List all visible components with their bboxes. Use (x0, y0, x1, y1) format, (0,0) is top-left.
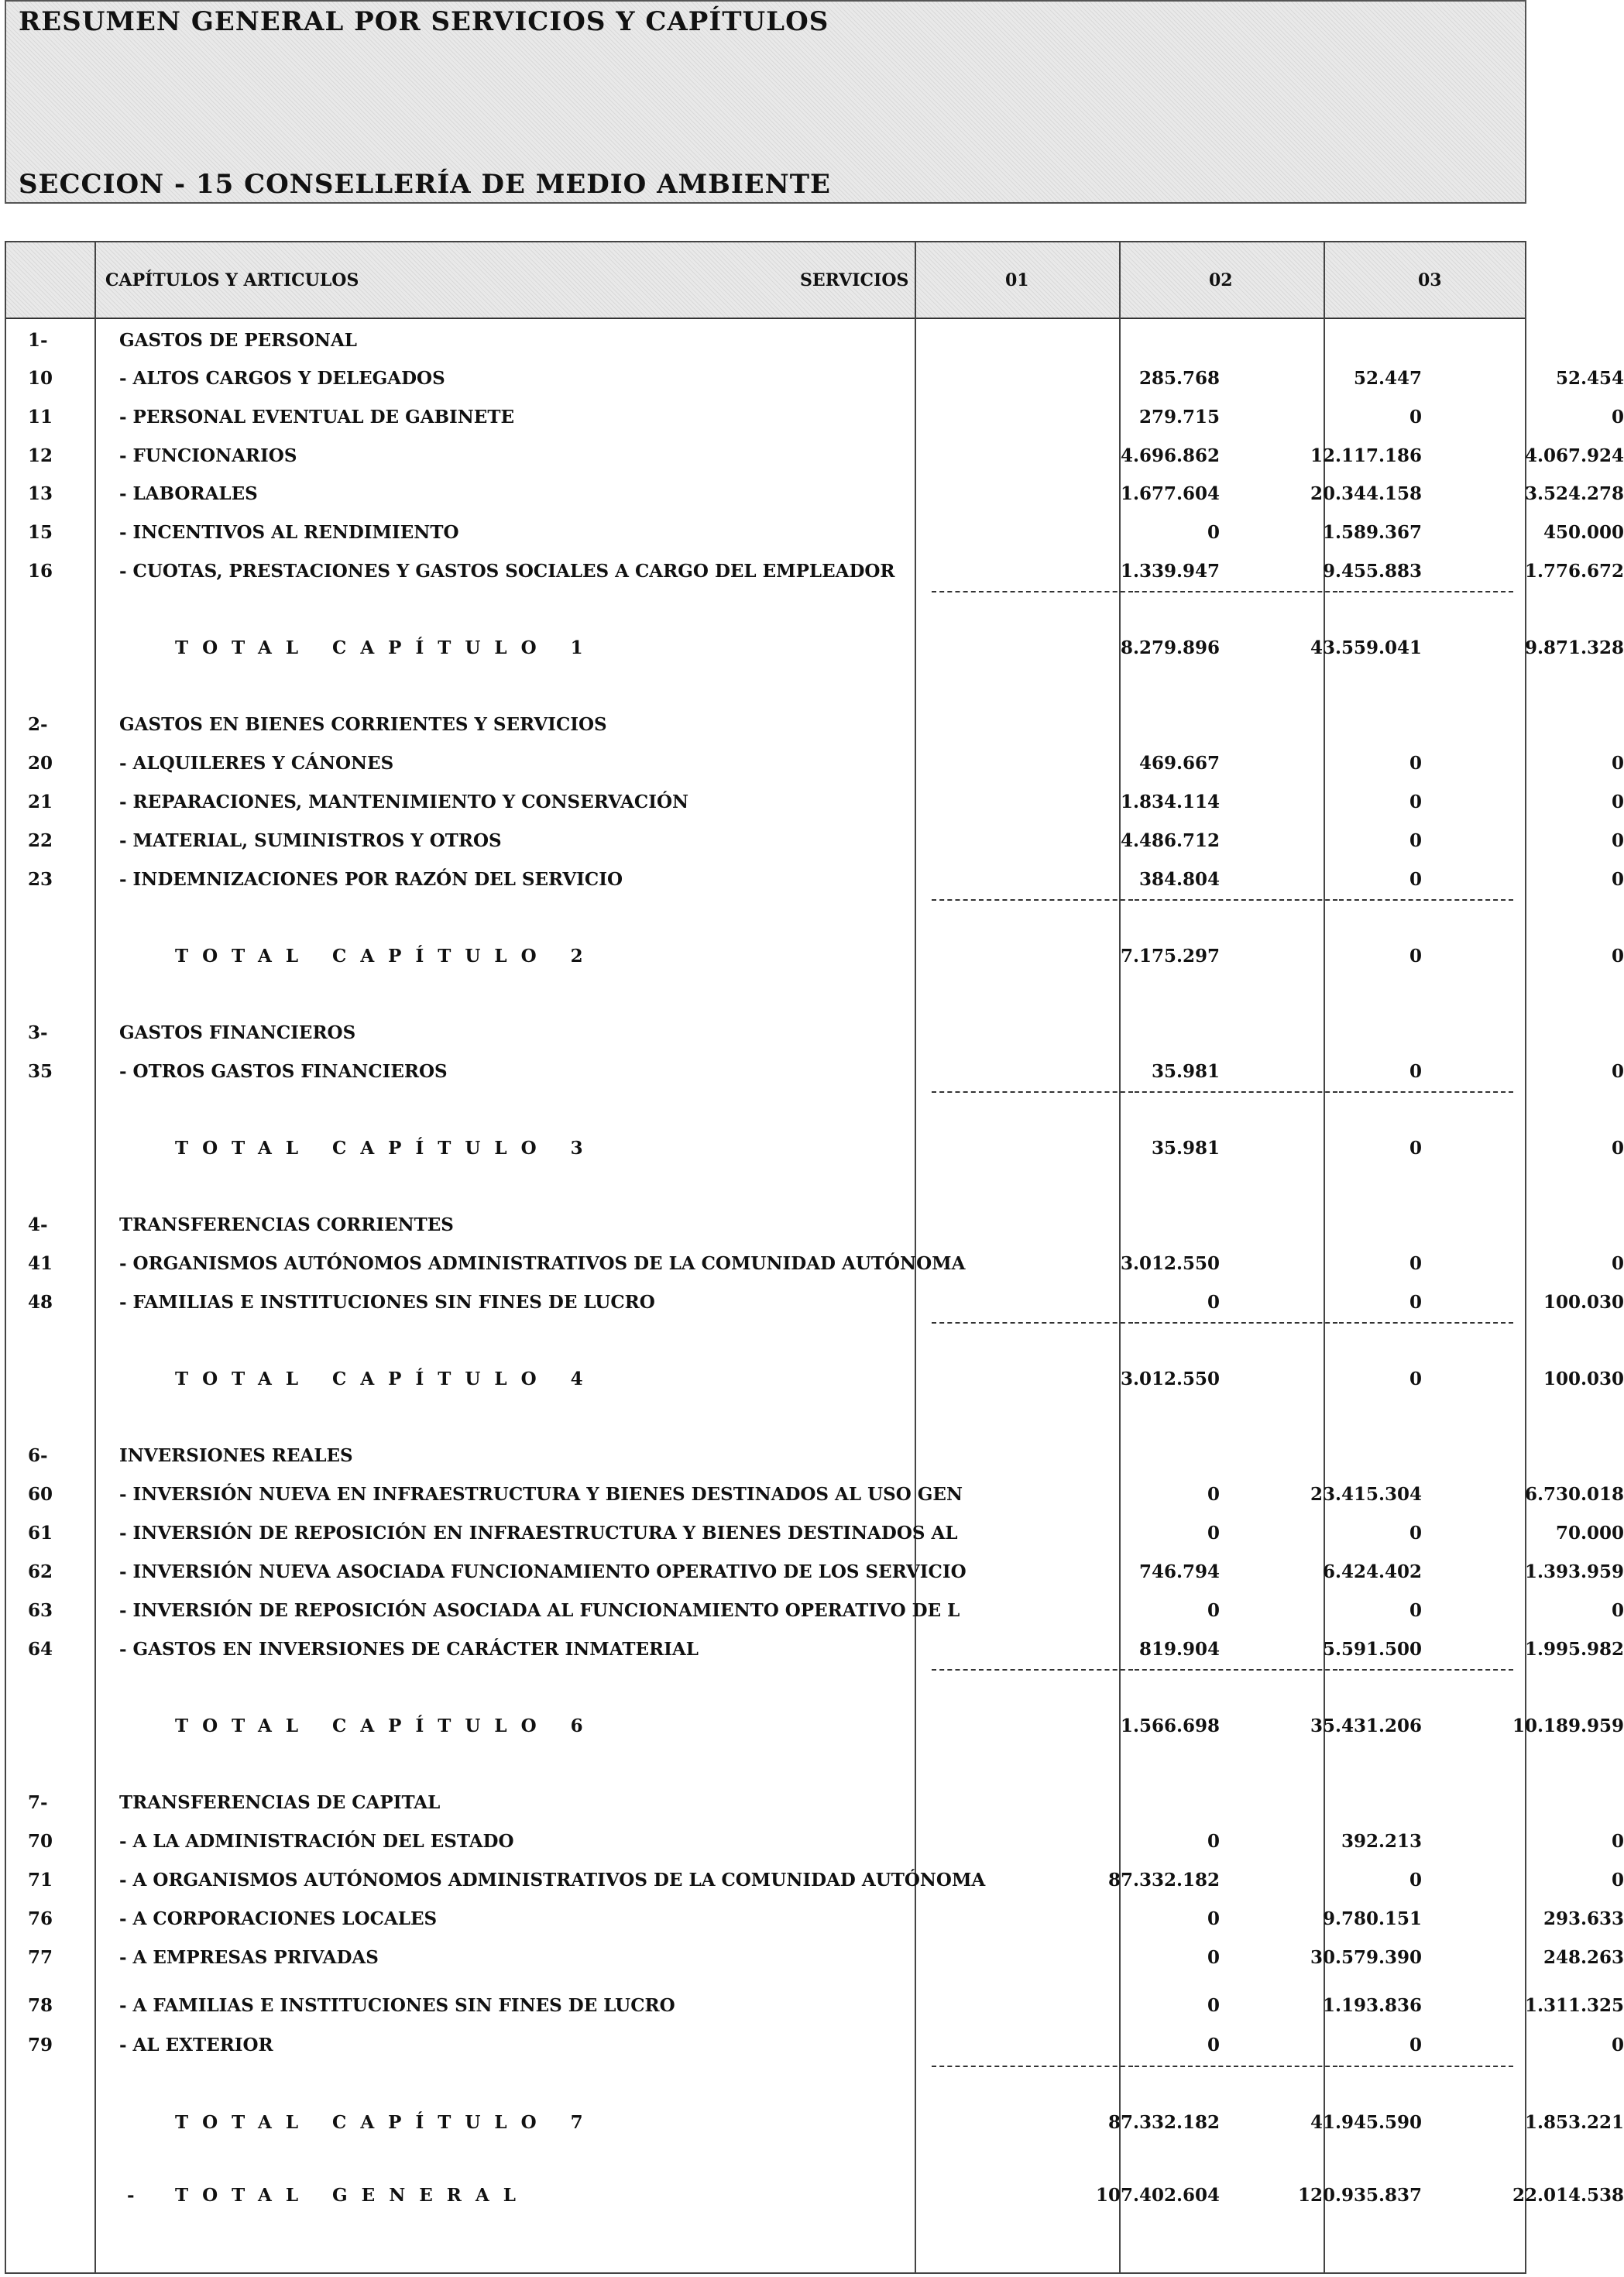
row-code: 71 (28, 1870, 53, 1891)
row-code: 16 (28, 561, 53, 582)
service-3-value: 0 (1611, 1600, 1624, 1621)
service-3-value: 0 (1611, 1870, 1624, 1891)
service-2-value: 1.589.367 (1322, 522, 1422, 543)
row-label: INVERSIONES REALES (119, 1445, 353, 1466)
chapter-row (6, 1207, 1525, 1245)
service-1-value: 0 (1207, 1831, 1220, 1852)
service-3-value: 1.393.959 (1524, 1561, 1624, 1582)
subtotal-separator (932, 899, 1133, 901)
service-2-value: 35.431.206 (1310, 1715, 1422, 1736)
table-row (6, 1476, 1624, 1515)
table-row (6, 360, 1624, 399)
service-1-value: 8.279.896 (1120, 637, 1220, 658)
service-3-value: 100.030 (1543, 1292, 1624, 1313)
service-1-value: 3.012.550 (1120, 1369, 1220, 1389)
total-row (6, 938, 1624, 977)
table-row (6, 1245, 1624, 1284)
row-label: - ALTOS CARGOS Y DELEGADOS (119, 368, 445, 389)
service-3-value: 293.633 (1543, 1908, 1624, 1929)
section-title: SECCION - 15 CONSELLERÍA DE MEDIO AMBIENTE (19, 169, 831, 200)
table-row (6, 2027, 1624, 2066)
row-code: 41 (28, 1253, 53, 1274)
row-code: 11 (28, 407, 53, 428)
row-label: GASTOS FINANCIEROS (119, 1022, 356, 1043)
row-code: 2- (28, 714, 48, 735)
total-row (6, 1361, 1624, 1400)
service-2-value: 0 (1409, 1870, 1422, 1891)
service-2-value: 9.780.151 (1322, 1908, 1422, 1929)
total-row (6, 2104, 1624, 2143)
service-2-value: 0 (1409, 1253, 1422, 1274)
service-3-value: 0 (1611, 1831, 1624, 1852)
grand-total-row (6, 2177, 1624, 2216)
service-03-header: 03 (1418, 270, 1442, 290)
service-3-value: 0 (1611, 753, 1624, 774)
subtotal-separator (1135, 1669, 1337, 1671)
row-code: 76 (28, 1908, 53, 1929)
service-3-value: 0 (1611, 2035, 1624, 2055)
service-2-value: 1.193.836 (1322, 1995, 1422, 2016)
row-code: 10 (28, 368, 53, 389)
row-code: 61 (28, 1523, 53, 1544)
service-3-value: 4.067.924 (1524, 445, 1624, 466)
service-3-value: 0 (1611, 869, 1624, 890)
service-2-value: 9.455.883 (1322, 561, 1422, 582)
subtotal-separator (932, 1669, 1133, 1671)
chapter-row (6, 706, 1525, 745)
subtotal-separator (932, 1322, 1133, 1324)
subtotal-separator (1339, 1091, 1513, 1093)
service-2-value: 23.415.304 (1310, 1484, 1422, 1505)
service-1-value: 1.677.604 (1120, 483, 1220, 504)
service-1-value: 87.332.182 (1107, 2112, 1220, 2133)
service-2-value: 0 (1409, 1292, 1422, 1313)
service-2-value: 6.424.402 (1322, 1561, 1422, 1582)
row-label: GASTOS DE PERSONAL (119, 330, 357, 351)
service-1-value: 0 (1207, 1947, 1220, 1968)
table-row (6, 553, 1624, 592)
service-2-value: 52.447 (1353, 368, 1422, 389)
service-3-value: 9.871.328 (1524, 637, 1624, 658)
row-label: - MATERIAL, SUMINISTROS Y OTROS (119, 830, 502, 851)
service-3-value: 450.000 (1543, 522, 1624, 543)
row-label: - REPARACIONES, MANTENIMIENTO Y CONSERVACIÓN (119, 792, 689, 812)
subtotal-separator (932, 1091, 1133, 1093)
table-row (6, 1631, 1624, 1670)
row-label: - INVERSIÓN DE REPOSICIÓN EN INFRAESTRUCTURA Y BIENES DESTINADOS AL (119, 1523, 958, 1544)
row-code: 60 (28, 1484, 53, 1505)
table-row (6, 1284, 1624, 1323)
chapter-row (6, 322, 1525, 361)
table-row (6, 1592, 1624, 1631)
total-row (6, 630, 1624, 668)
row-label: TOTAL GENERAL (175, 2185, 530, 2206)
service-1-value: 35.981 (1151, 1138, 1220, 1159)
table-row (6, 784, 1624, 823)
service-1-value: 285.768 (1138, 368, 1220, 389)
row-label: TOTAL CAPÍTULO 1 (175, 637, 597, 658)
row-label: TRANSFERENCIAS CORRIENTES (119, 1214, 454, 1235)
service-2-value: 0 (1409, 869, 1422, 890)
service-1-value: 7.175.297 (1120, 946, 1220, 967)
row-label: - A CORPORACIONES LOCALES (119, 1908, 438, 1929)
service-2-value: 30.579.390 (1310, 1947, 1422, 1968)
report-title: RESUMEN GENERAL POR SERVICIOS Y CAPÍTULOS (19, 6, 829, 37)
service-2-value: 0 (1409, 1138, 1422, 1159)
row-code: 3- (28, 1022, 48, 1043)
row-label: - A FAMILIAS E INSTITUCIONES SIN FINES DE LUCRO (119, 1995, 675, 2016)
service-3-value: 70.000 (1555, 1523, 1624, 1544)
service-02-header: 02 (1209, 270, 1233, 290)
service-1-value: 819.904 (1138, 1639, 1220, 1660)
service-1-value: 0 (1207, 1523, 1220, 1544)
table-row (6, 823, 1624, 861)
service-1-value: 0 (1207, 2035, 1220, 2055)
chapter-row (6, 1015, 1525, 1053)
service-3-value: 0 (1611, 1061, 1624, 1082)
service-3-value: 0 (1611, 1253, 1624, 1274)
table-row (6, 438, 1624, 476)
row-code: 1- (28, 330, 48, 351)
service-1-value: 384.804 (1138, 869, 1220, 890)
row-label: - A ORGANISMOS AUTÓNOMOS ADMINISTRATIVOS DE LA COMUNIDAD AUTÓNOMA (119, 1870, 986, 1891)
row-code: 20 (28, 753, 53, 774)
service-2-value: 5.591.500 (1322, 1639, 1422, 1660)
row-code: 6- (28, 1445, 48, 1466)
service-3-value: 52.454 (1555, 368, 1624, 389)
row-label: - INCENTIVOS AL RENDIMIENTO (119, 522, 459, 543)
row-label: TOTAL CAPÍTULO 2 (175, 946, 597, 967)
table-row (6, 1515, 1624, 1554)
chapter-row (6, 1784, 1525, 1823)
row-label: TOTAL CAPÍTULO 3 (175, 1138, 597, 1159)
row-code: 15 (28, 522, 53, 543)
table-row (6, 1901, 1624, 1939)
service-3-value: 248.263 (1543, 1947, 1624, 1968)
table-row (6, 1987, 1624, 2026)
service-1-value: 3.012.550 (1120, 1253, 1220, 1274)
chapter-row (6, 1437, 1525, 1476)
service-3-value: 3.524.278 (1524, 483, 1624, 504)
row-code: 7- (28, 1792, 48, 1813)
service-3-value: 0 (1611, 830, 1624, 851)
service-3-value: 1.853.221 (1524, 2112, 1624, 2133)
service-1-value: 4.486.712 (1120, 830, 1220, 851)
row-code: 12 (28, 445, 53, 466)
service-3-value: 0 (1611, 407, 1624, 428)
row-code: 4- (28, 1214, 48, 1235)
service-2-value: 0 (1409, 946, 1422, 967)
service-3-value: 1.776.672 (1524, 561, 1624, 582)
table-row (6, 476, 1624, 514)
service-2-value: 0 (1409, 1523, 1422, 1544)
table-row (6, 1053, 1624, 1092)
row-label: - A EMPRESAS PRIVADAS (119, 1947, 379, 1968)
row-label: - INVERSIÓN NUEVA EN INFRAESTRUCTURA Y BIENES DESTINADOS AL USO GEN (119, 1484, 963, 1505)
service-3-value: 0 (1611, 1138, 1624, 1159)
row-label: - A LA ADMINISTRACIÓN DEL ESTADO (119, 1831, 514, 1852)
table-row (6, 1862, 1624, 1901)
service-1-value: 0 (1207, 1995, 1220, 2016)
service-1-value: 0 (1207, 1292, 1220, 1313)
row-label: - OTROS GASTOS FINANCIEROS (119, 1061, 448, 1082)
row-label: - CUOTAS, PRESTACIONES Y GASTOS SOCIALES A CARGO DEL EMPLEADOR (119, 561, 895, 582)
row-label: GASTOS EN BIENES CORRIENTES Y SERVICIOS (119, 714, 607, 735)
service-1-value: 87.332.182 (1107, 1870, 1220, 1891)
subtotal-separator (1135, 591, 1337, 592)
total-row (6, 1130, 1624, 1169)
service-2-value: 0 (1409, 830, 1422, 851)
service-1-value: 0 (1207, 1484, 1220, 1505)
service-01-header: 01 (1005, 270, 1029, 290)
row-code: 79 (28, 2035, 53, 2055)
service-1-value: 1.566.698 (1120, 1715, 1220, 1736)
table-row (6, 514, 1624, 553)
grand-total-marker: - (127, 2185, 135, 2206)
service-1-value: 279.715 (1138, 407, 1220, 428)
row-label: - INVERSIÓN NUEVA ASOCIADA FUNCIONAMIENTO OPERATIVO DE LOS SERVICIO (119, 1561, 967, 1582)
subtotal-separator (1339, 899, 1513, 901)
row-label: - GASTOS EN INVERSIONES DE CARÁCTER INMATERIAL (119, 1639, 699, 1660)
subtotal-separator (1135, 899, 1337, 901)
service-2-value: 0 (1409, 1061, 1422, 1082)
service-2-value: 12.117.186 (1310, 445, 1422, 466)
subtotal-separator (1135, 1322, 1337, 1324)
service-2-value: 0 (1409, 1600, 1422, 1621)
row-code: 35 (28, 1061, 53, 1082)
row-label: - PERSONAL EVENTUAL DE GABINETE (119, 407, 514, 428)
row-label: TRANSFERENCIAS DE CAPITAL (119, 1792, 441, 1813)
service-1-value: 35.981 (1151, 1061, 1220, 1082)
row-label: - FAMILIAS E INSTITUCIONES SIN FINES DE LUCRO (119, 1292, 655, 1313)
subtotal-separator (1339, 2066, 1513, 2067)
service-1-value: 0 (1207, 1908, 1220, 1929)
service-3-value: 1.311.325 (1524, 1995, 1624, 2016)
report-header (5, 0, 1526, 204)
subtotal-separator (932, 591, 1133, 592)
service-2-value: 392.213 (1341, 1831, 1422, 1852)
row-label: - LABORALES (119, 483, 258, 504)
row-code: 22 (28, 830, 53, 851)
service-2-value: 0 (1409, 407, 1422, 428)
service-1-value: 0 (1207, 1600, 1220, 1621)
table-row (6, 399, 1624, 438)
service-3-value: 22.014.538 (1512, 2185, 1624, 2206)
row-code: 70 (28, 1831, 53, 1852)
service-3-value: 1.995.982 (1524, 1639, 1624, 1660)
row-code: 23 (28, 869, 53, 890)
row-code: 48 (28, 1292, 53, 1313)
table-row (6, 1939, 1624, 1978)
row-label: - ORGANISMOS AUTÓNOMOS ADMINISTRATIVOS DE LA COMUNIDAD AUTÓNOMA (119, 1253, 966, 1274)
table-row (6, 745, 1624, 784)
row-code: 13 (28, 483, 53, 504)
row-code: 78 (28, 1995, 53, 2016)
row-label: TOTAL CAPÍTULO 7 (175, 2112, 597, 2133)
total-row (6, 1708, 1624, 1746)
service-1-value: 0 (1207, 522, 1220, 543)
row-label: - INDEMNIZACIONES POR RAZÓN DEL SERVICIO (119, 869, 623, 890)
service-3-value: 6.730.018 (1524, 1484, 1624, 1505)
service-2-value: 41.945.590 (1310, 2112, 1422, 2133)
service-2-value: 0 (1409, 1369, 1422, 1389)
subtotal-separator (1339, 591, 1513, 592)
table-row (6, 861, 1624, 900)
summary-table (5, 241, 1624, 2274)
service-2-value: 20.344.158 (1310, 483, 1422, 504)
service-2-value: 120.935.837 (1297, 2185, 1422, 2206)
service-2-value: 0 (1409, 753, 1422, 774)
service-2-value: 0 (1409, 2035, 1422, 2055)
subtotal-separator (1135, 1091, 1337, 1093)
service-1-value: 4.696.862 (1120, 445, 1220, 466)
row-label: - INVERSIÓN DE REPOSICIÓN ASOCIADA AL FUNCIONAMIENTO OPERATIVO DE L (119, 1600, 960, 1621)
service-3-value: 0 (1611, 946, 1624, 967)
row-code: 63 (28, 1600, 53, 1621)
service-1-value: 1.834.114 (1120, 792, 1220, 812)
row-label: - FUNCIONARIOS (119, 445, 297, 466)
subtotal-separator (1339, 1322, 1513, 1324)
row-label: TOTAL CAPÍTULO 4 (175, 1369, 597, 1389)
service-1-value: 107.402.604 (1095, 2185, 1220, 2206)
service-1-value: 469.667 (1138, 753, 1220, 774)
service-2-value: 43.559.041 (1310, 637, 1422, 658)
subtotal-separator (1339, 1669, 1513, 1671)
row-code: 21 (28, 792, 53, 812)
service-3-value: 0 (1611, 792, 1624, 812)
row-code: 62 (28, 1561, 53, 1582)
row-label: TOTAL CAPÍTULO 6 (175, 1715, 597, 1736)
table-row (6, 1554, 1624, 1592)
row-code: 64 (28, 1639, 53, 1660)
service-3-value: 100.030 (1543, 1369, 1624, 1389)
services-column-header: SERVICIOS (800, 270, 909, 290)
service-2-value: 0 (1409, 792, 1422, 812)
table-row (6, 1823, 1624, 1862)
row-code: 77 (28, 1947, 53, 1968)
chapters-column-header: CAPÍTULOS Y ARTICULOS (105, 270, 359, 290)
service-1-value: 1.339.947 (1120, 561, 1220, 582)
row-label: - ALQUILERES Y CÁNONES (119, 753, 394, 774)
table-header (6, 242, 1525, 319)
subtotal-separator (1135, 2066, 1337, 2067)
service-1-value: 746.794 (1138, 1561, 1220, 1582)
row-label: - AL EXTERIOR (119, 2035, 273, 2055)
service-3-value: 10.189.959 (1512, 1715, 1624, 1736)
subtotal-separator (932, 2066, 1133, 2067)
